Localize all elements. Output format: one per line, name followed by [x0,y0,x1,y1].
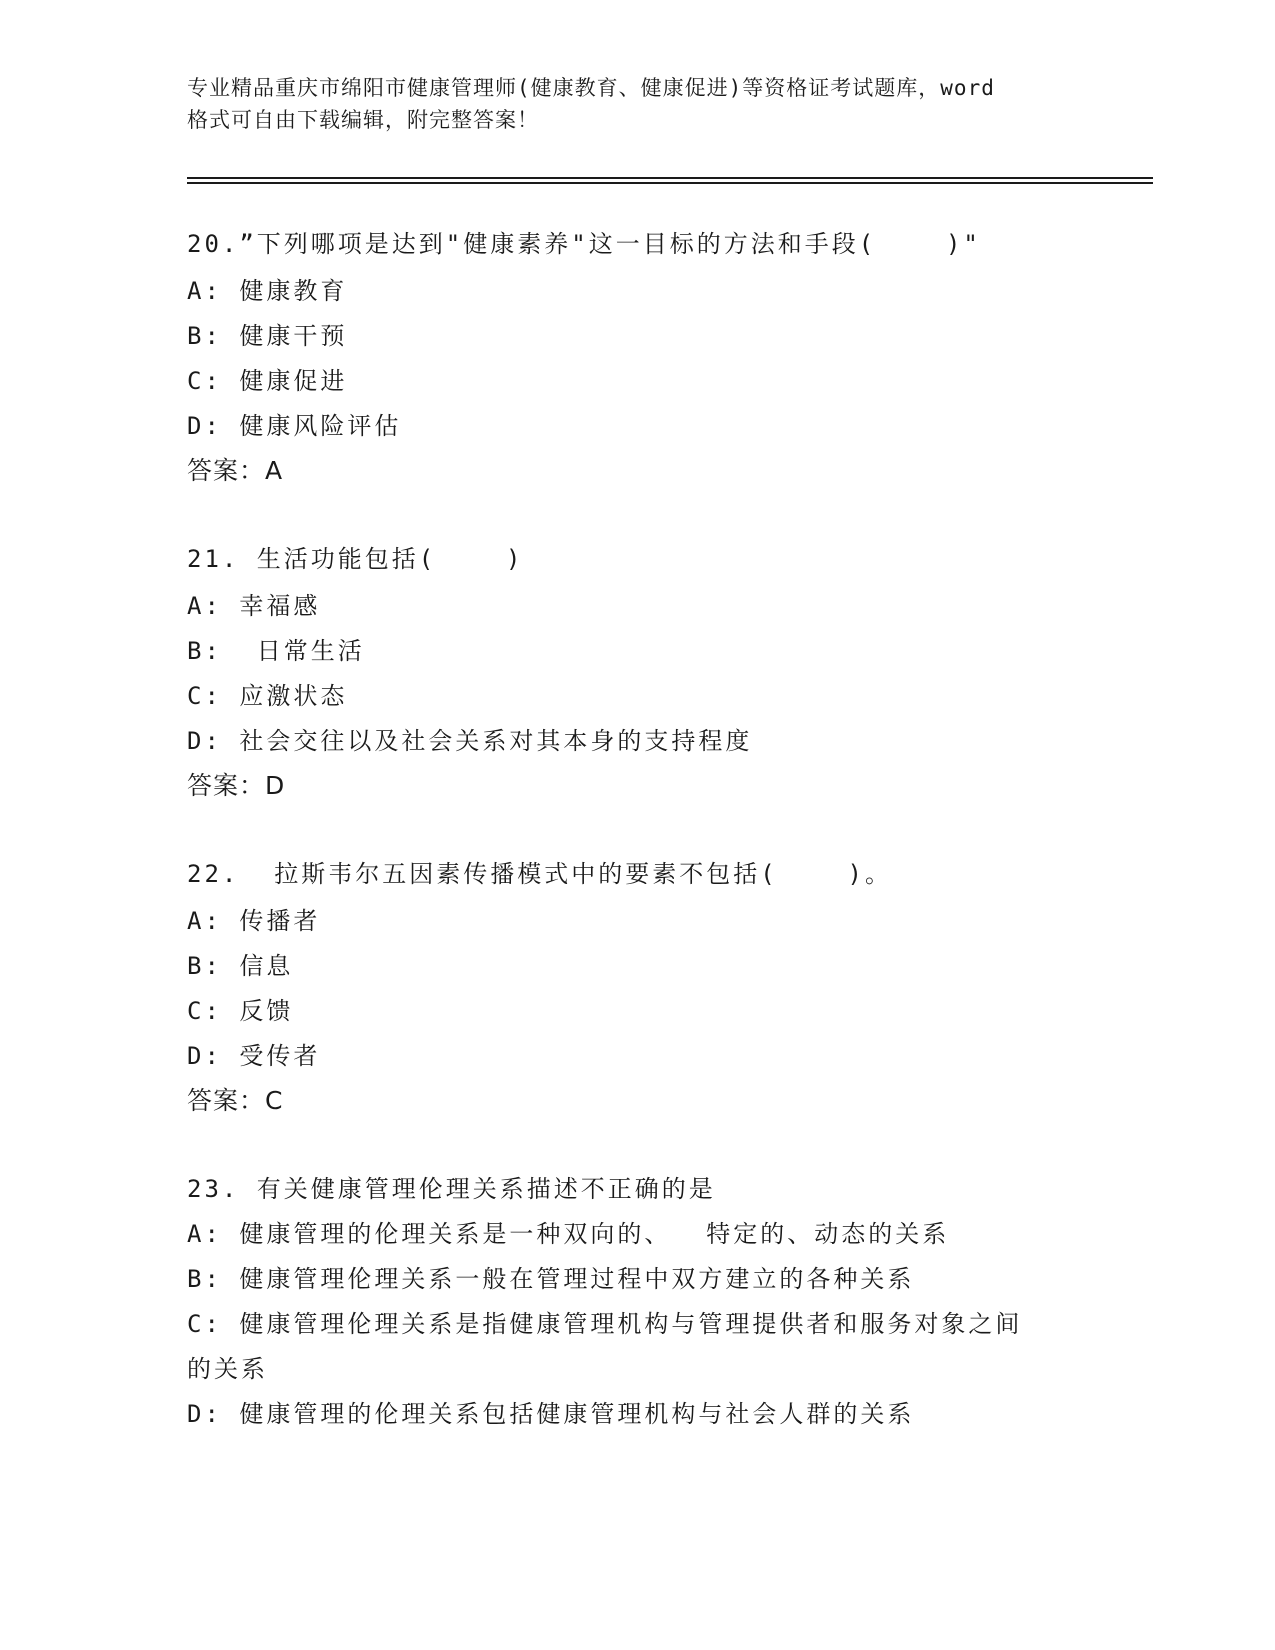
question-22-stem: 22. 拉斯韦尔五因素传播模式中的要素不包括( )。 [187,860,892,888]
question-20-option-a: A: 健康教育 [187,277,348,305]
header-line-1: 专业精品重庆市绵阳市健康管理师(健康教育、健康促进)等资格证考试题库，word [187,76,995,100]
question-23-option-c: C: 健康管理伦理关系是指健康管理机构与管理提供者和服务对象之间 [187,1310,1023,1338]
question-21-option-a: A: 幸福感 [187,592,321,620]
question-22-option-b: B: 信息 [187,952,294,980]
question-22-answer: 答案：C [187,1086,284,1115]
question-21-option-c: C: 应激状态 [187,682,348,710]
question-20-option-c: C: 健康促进 [187,367,348,395]
header-line-2: 格式可自由下载编辑，附完整答案！ [187,108,539,132]
question-20-stem: 20.”下列哪项是达到"健康素养"这一目标的方法和手段( )" [187,230,981,258]
question-22-option-c: C: 反馈 [187,997,294,1025]
document-header [187,72,1087,136]
question-23-option-a: A: 健康管理的伦理关系是一种双向的、 特定的、动态的关系 [187,1220,950,1248]
question-20-option-b: B: 健康干预 [187,322,348,350]
question-23-option-d: D: 健康管理的伦理关系包括健康管理机构与社会人群的关系 [187,1400,915,1428]
question-23-stem: 23. 有关健康管理伦理关系描述不正确的是 [187,1175,716,1203]
header-divider-bottom [187,182,1153,184]
question-20-option-d: D: 健康风险评估 [187,412,402,440]
header-divider-top [187,177,1153,179]
question-23-option-b: B: 健康管理伦理关系一般在管理过程中双方建立的各种关系 [187,1265,915,1293]
question-21-stem: 21. 生活功能包括( ) [187,545,524,573]
question-22-option-d: D: 受传者 [187,1042,321,1070]
question-20-answer: 答案：A [187,456,284,485]
question-23-option-c-continued: 的关系 [187,1355,268,1383]
question-22-option-a: A: 传播者 [187,907,321,935]
question-21-option-d: D: 社会交往以及社会关系对其本身的支持程度 [187,727,753,755]
question-21-answer: 答案：D [187,771,286,800]
question-21-option-b: B: 日常生活 [187,637,365,665]
